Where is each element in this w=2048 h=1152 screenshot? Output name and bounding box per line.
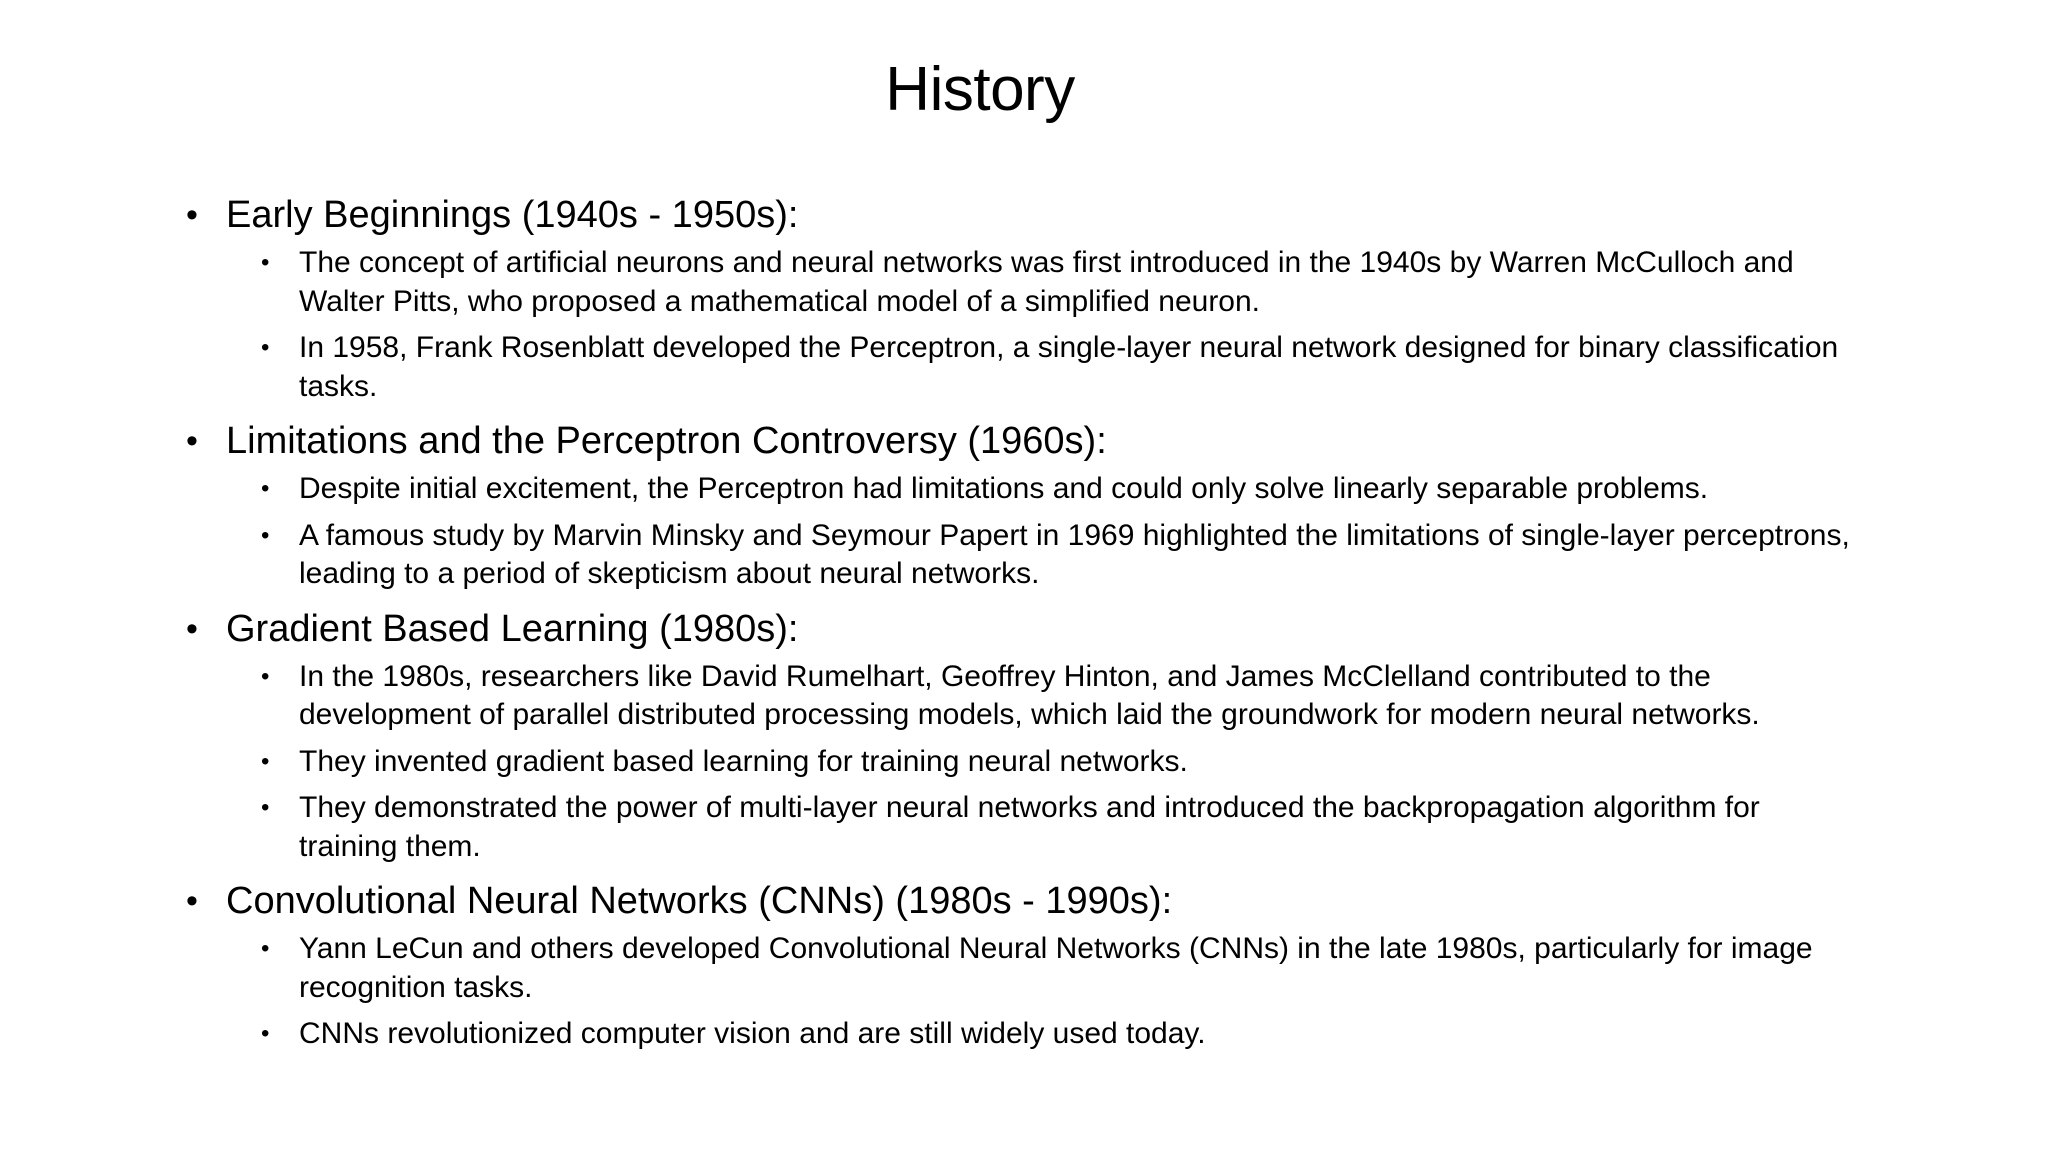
sub-bullet: • The concept of artificial neurons and neural networks was first introduced in the 1940s by Warren McCulloch and Walter Pitts, who proposed a mathematical model of a simplified neuron. <box>299 244 1859 321</box>
section-heading: • Early Beginnings (1940s - 1950s): <box>180 190 1870 240</box>
sub-bullet: • They invented gradient based learning for training neural networks. <box>299 743 1859 782</box>
section-early-beginnings <box>180 190 1870 406</box>
section-heading: • Limitations and the Perceptron Controversy (1960s): <box>180 416 1870 466</box>
section-gradient-learning <box>180 604 1870 867</box>
sub-bullet: • In the 1980s, researchers like David Rumelhart, Geoffrey Hinton, and James McClelland contributed to the development of parallel distributed processing models, which laid the groundwork for modern neural networks. <box>299 658 1859 735</box>
section-cnns <box>180 876 1870 1054</box>
sub-bullet: • In 1958, Frank Rosenblatt developed the Perceptron, a single-layer neural network designed for binary classification tasks. <box>299 329 1859 406</box>
section-heading: • Convolutional Neural Networks (CNNs) (1980s - 1990s): <box>180 876 1870 926</box>
slide-content <box>180 190 1870 1064</box>
section-limitations <box>180 416 1870 594</box>
sub-bullet: • CNNs revolutionized computer vision and are still widely used today. <box>299 1015 1859 1054</box>
slide-title: History <box>885 55 1075 124</box>
section-heading: • Gradient Based Learning (1980s): <box>180 604 1870 654</box>
sub-bullet: • They demonstrated the power of multi-layer neural networks and introduced the backpropagation algorithm for training them. <box>299 789 1859 866</box>
sub-bullet: • A famous study by Marvin Minsky and Seymour Papert in 1969 highlighted the limitations of single-layer perceptrons, leading to a period of skepticism about neural networks. <box>299 517 1859 594</box>
sub-bullet: • Yann LeCun and others developed Convolutional Neural Networks (CNNs) in the late 1980s, particularly for image recognition tasks. <box>299 930 1859 1007</box>
sub-bullet: • Despite initial excitement, the Perceptron had limitations and could only solve linearly separable problems. <box>299 470 1859 509</box>
